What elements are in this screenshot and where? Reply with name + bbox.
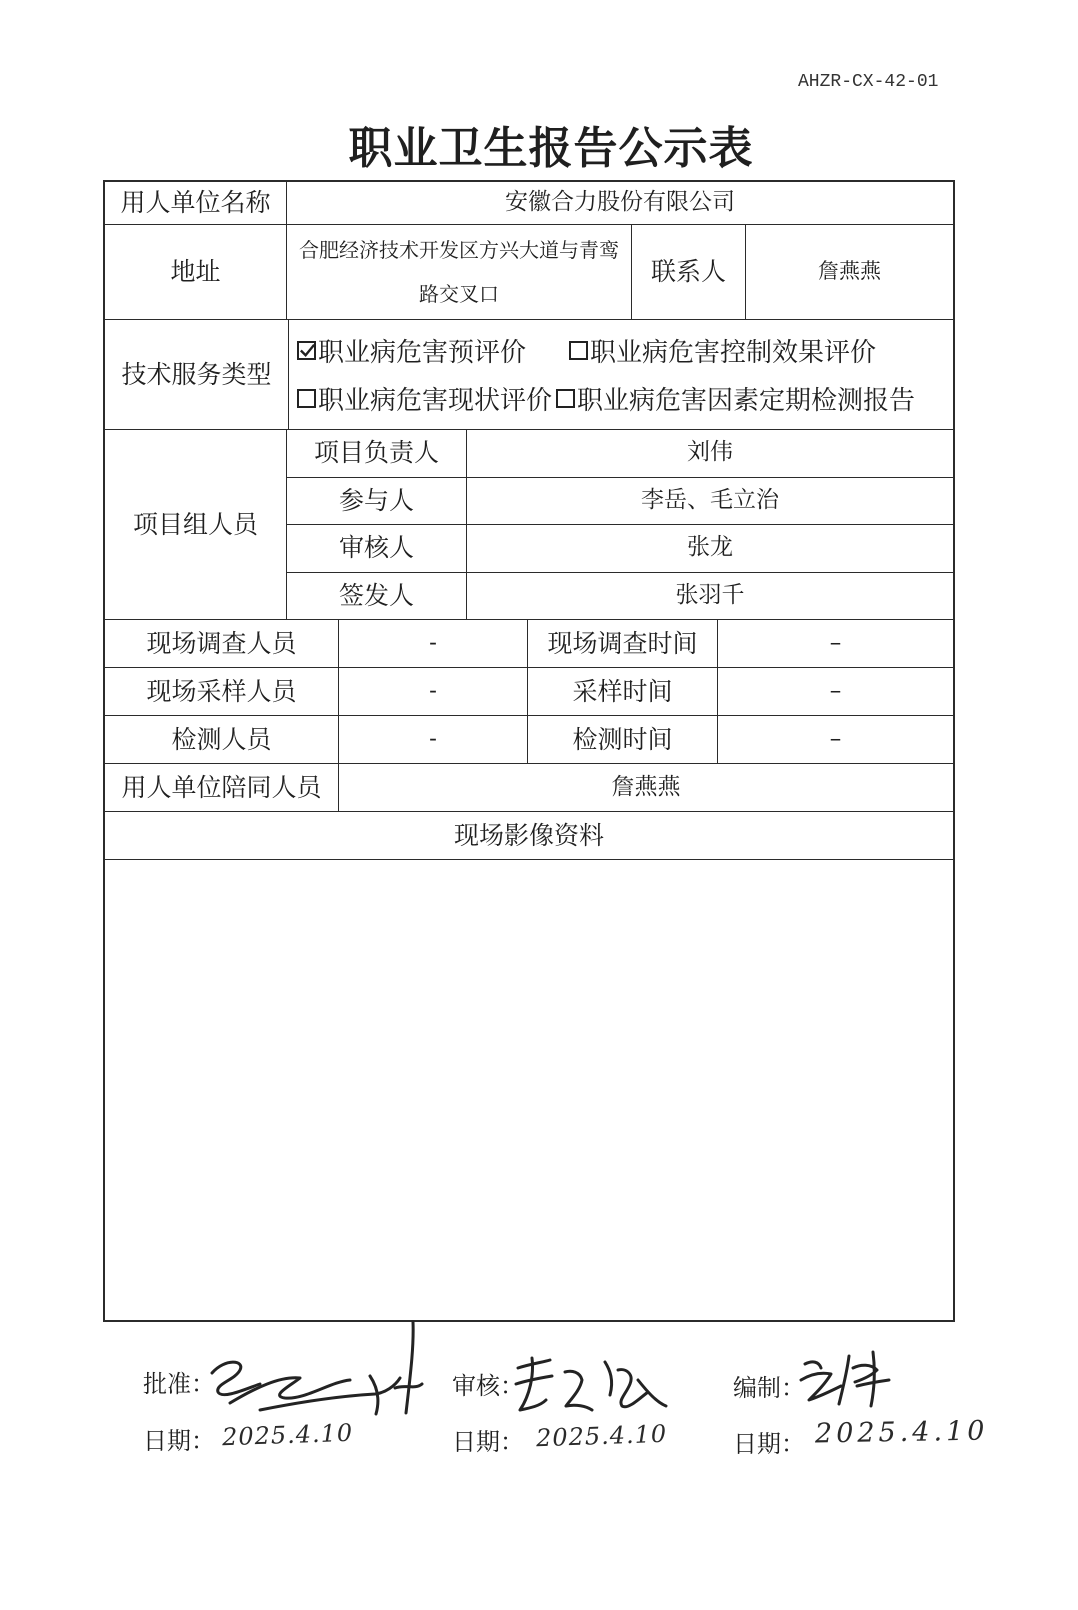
photos-row bbox=[105, 812, 953, 860]
team-members bbox=[287, 430, 953, 619]
checkbox bbox=[556, 389, 575, 408]
team-role: 项目负责人 bbox=[287, 430, 467, 477]
team-member-row bbox=[287, 430, 953, 478]
checkmark-icon bbox=[298, 341, 317, 360]
accompany-label: 用人单位陪同人员 bbox=[105, 764, 339, 811]
contact-value: 詹燕燕 bbox=[818, 259, 881, 284]
team-name: 刘伟 bbox=[687, 439, 733, 466]
service-options-line bbox=[297, 375, 953, 423]
team-name: 张龙 bbox=[687, 534, 733, 561]
approve-label: 批准： bbox=[143, 1370, 215, 1398]
contact-label: 联系人 bbox=[632, 225, 746, 319]
field-work-time-label: 采样时间 bbox=[528, 668, 718, 715]
compile-label: 编制： bbox=[733, 1374, 805, 1402]
service-option-pre-evaluation bbox=[297, 332, 565, 369]
checkbox bbox=[569, 341, 588, 360]
date-label: 日期： bbox=[733, 1430, 805, 1458]
team-name: 张羽千 bbox=[675, 581, 745, 608]
approver-signature bbox=[200, 1318, 430, 1428]
review-label: 审核： bbox=[452, 1372, 524, 1400]
field-work-value: - bbox=[339, 668, 528, 715]
field-work-value: - bbox=[339, 620, 528, 667]
page-title: 职业卫生报告公示表 bbox=[348, 123, 754, 174]
team-role: 签发人 bbox=[287, 573, 467, 620]
service-option-control-effect bbox=[569, 332, 876, 369]
date-label: 日期： bbox=[143, 1427, 215, 1455]
date-label: 日期： bbox=[452, 1428, 524, 1456]
employer-label: 用人单位名称 bbox=[105, 182, 287, 224]
compile-date: 2025.4.10 bbox=[814, 1415, 989, 1450]
field-work-row bbox=[105, 668, 953, 716]
service-type-label: 技术服务类型 bbox=[105, 320, 289, 429]
service-option-status-evaluation bbox=[297, 380, 552, 417]
service-option-label: 职业病危害因素定期检测报告 bbox=[577, 386, 916, 416]
service-type-options bbox=[289, 320, 953, 429]
approve-date: 2025.4.10 bbox=[221, 1418, 354, 1452]
team-member-row bbox=[287, 525, 953, 573]
reviewer-signature bbox=[510, 1350, 670, 1422]
review-date: 2025.4.10 bbox=[535, 1419, 668, 1453]
service-option-label: 职业病危害控制效果评价 bbox=[590, 338, 877, 368]
service-type-row bbox=[105, 320, 953, 430]
field-work-row bbox=[105, 620, 953, 668]
field-work-time-label: 现场调查时间 bbox=[528, 620, 718, 667]
accompany-value: 詹燕燕 bbox=[611, 773, 681, 800]
employer-value: 安徽合力股份有限公司 bbox=[505, 189, 735, 216]
employer-row bbox=[105, 182, 953, 225]
service-option-label: 职业病危害现状评价 bbox=[318, 386, 553, 416]
service-option-periodic-testing bbox=[556, 380, 915, 417]
address-row bbox=[105, 225, 953, 320]
document-code: AHZR-CX-42-01 bbox=[798, 72, 939, 92]
service-option-label: 职业病危害预评价 bbox=[318, 338, 527, 368]
field-work-row bbox=[105, 716, 953, 764]
team-name: 李岳、毛立治 bbox=[641, 486, 779, 513]
photos-area bbox=[105, 860, 953, 1320]
team-role: 审核人 bbox=[287, 525, 467, 572]
checkbox bbox=[297, 389, 316, 408]
checkbox bbox=[297, 341, 316, 360]
service-options-line bbox=[297, 327, 953, 375]
photos-label: 现场影像资料 bbox=[453, 820, 604, 850]
field-work-label: 检测人员 bbox=[105, 716, 339, 763]
field-work-time-label: 检测时间 bbox=[528, 716, 718, 763]
address-value: 合肥经济技术开发区方兴大道与青鸾路交叉口 bbox=[299, 238, 619, 306]
disclosure-form bbox=[103, 180, 955, 1322]
team-role: 参与人 bbox=[287, 478, 467, 525]
team-member-row bbox=[287, 573, 953, 620]
team-member-row bbox=[287, 478, 953, 526]
field-work-value: - bbox=[339, 716, 528, 763]
address-label: 地址 bbox=[105, 225, 287, 319]
field-work-time-value: – bbox=[829, 725, 842, 752]
compiler-signature bbox=[795, 1346, 895, 1412]
team-row bbox=[105, 430, 953, 620]
accompany-row bbox=[105, 764, 953, 812]
field-work-time-value: – bbox=[829, 629, 842, 656]
field-work-label: 现场采样人员 bbox=[105, 668, 339, 715]
field-work-time-value: – bbox=[829, 677, 842, 704]
field-work-label: 现场调查人员 bbox=[105, 620, 339, 667]
address-cell bbox=[287, 225, 632, 319]
team-label: 项目组人员 bbox=[105, 430, 287, 619]
